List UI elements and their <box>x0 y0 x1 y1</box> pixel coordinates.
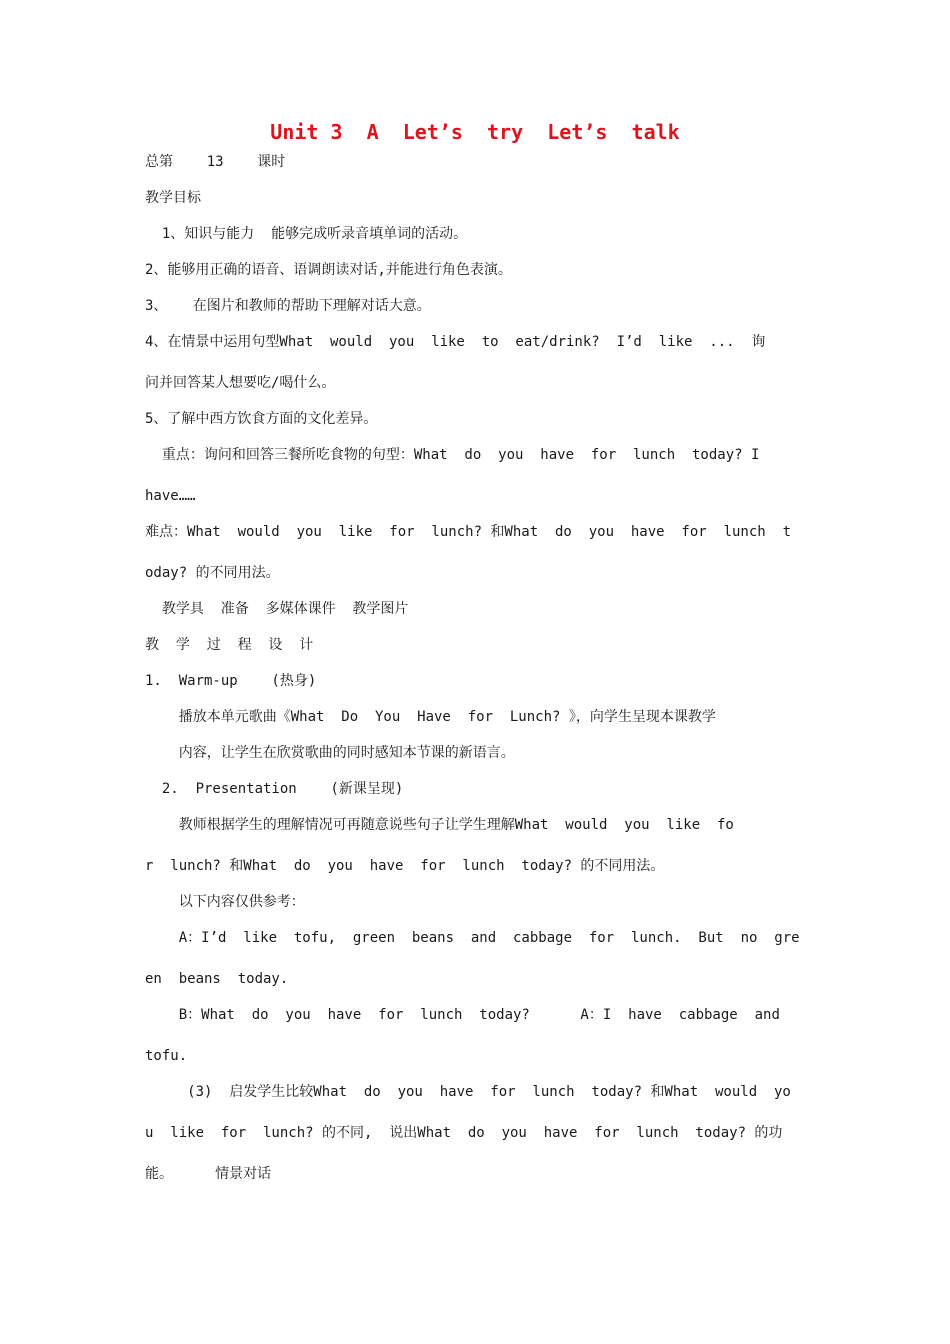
dialogue-a-line-1: A：I’d like tofu, green beans and cabbage for lunch. But no gre <box>145 930 800 946</box>
step-3-line-2: u like for lunch? 的不同, 说出What do you have for lunch today? 的功 <box>145 1125 783 1141</box>
step-3-line-1: (3) 启发学生比较What do you have for lunch today? 和What would yo <box>145 1084 791 1100</box>
step-warm-up-body-2: 内容，让学生在欣赏歌曲的同时感知本节课的新语言。 <box>145 745 515 761</box>
objective-2: 2、能够用正确的语音、语调朗读对话,并能进行角色表演。 <box>145 262 512 278</box>
objective-3: 3、 在图片和教师的帮助下理解对话大意。 <box>145 298 431 314</box>
key-point-line-2: have…… <box>145 488 196 504</box>
objective-5: 5、了解中西方饮食方面的文化差异。 <box>145 411 378 427</box>
difficulty-line-2: oday? 的不同用法。 <box>145 565 280 581</box>
process-heading: 教 学 过 程 设 计 <box>145 637 314 653</box>
reference-note: 以下内容仅供参考： <box>145 894 305 910</box>
objectives-heading: 教学目标 <box>145 190 201 206</box>
teaching-aids: 教学具 准备 多媒体课件 教学图片 <box>145 601 409 617</box>
key-point-line-1: 重点：询问和回答三餐所吃食物的句型：What do you have for lunch today? I <box>145 447 760 463</box>
objective-1: 1、知识与能力 能够完成听录音填单词的活动。 <box>145 226 468 242</box>
objective-4-line-1: 4、在情景中运用句型What would you like to eat/drink? I’d like ... 询 <box>145 334 766 350</box>
dialogue-b-line-2: tofu. <box>145 1048 188 1064</box>
dialogue-b-line-1: B：What do you have for lunch today? A：I have cabbage and <box>145 1007 780 1023</box>
document-title: Unit 3 A Let’s try Let’s talk <box>270 120 680 144</box>
difficulty-line-1: 难点：What would you like for lunch? 和What do you have for lunch t <box>145 524 792 540</box>
step-3-line-3: 能。 情景对话 <box>145 1166 272 1182</box>
step-presentation-body-2: r lunch? 和What do you have for lunch today? 的不同用法。 <box>145 858 665 874</box>
lesson-count: 总第 13 课时 <box>145 154 286 170</box>
step-warm-up: 1. Warm-up (热身) <box>145 673 317 689</box>
dialogue-a-line-2: en beans today. <box>145 971 289 987</box>
objective-4-line-2: 问并回答某人想要吃/喝什么。 <box>145 375 336 391</box>
step-warm-up-body-1: 播放本单元歌曲《What Do You Have for Lunch? 》，向学生呈现本课教学 <box>145 709 716 725</box>
step-presentation: 2. Presentation (新课呈现) <box>145 781 404 797</box>
step-presentation-body-1: 教师根据学生的理解情况可再随意说些句子让学生理解What would you like fo <box>145 817 734 833</box>
